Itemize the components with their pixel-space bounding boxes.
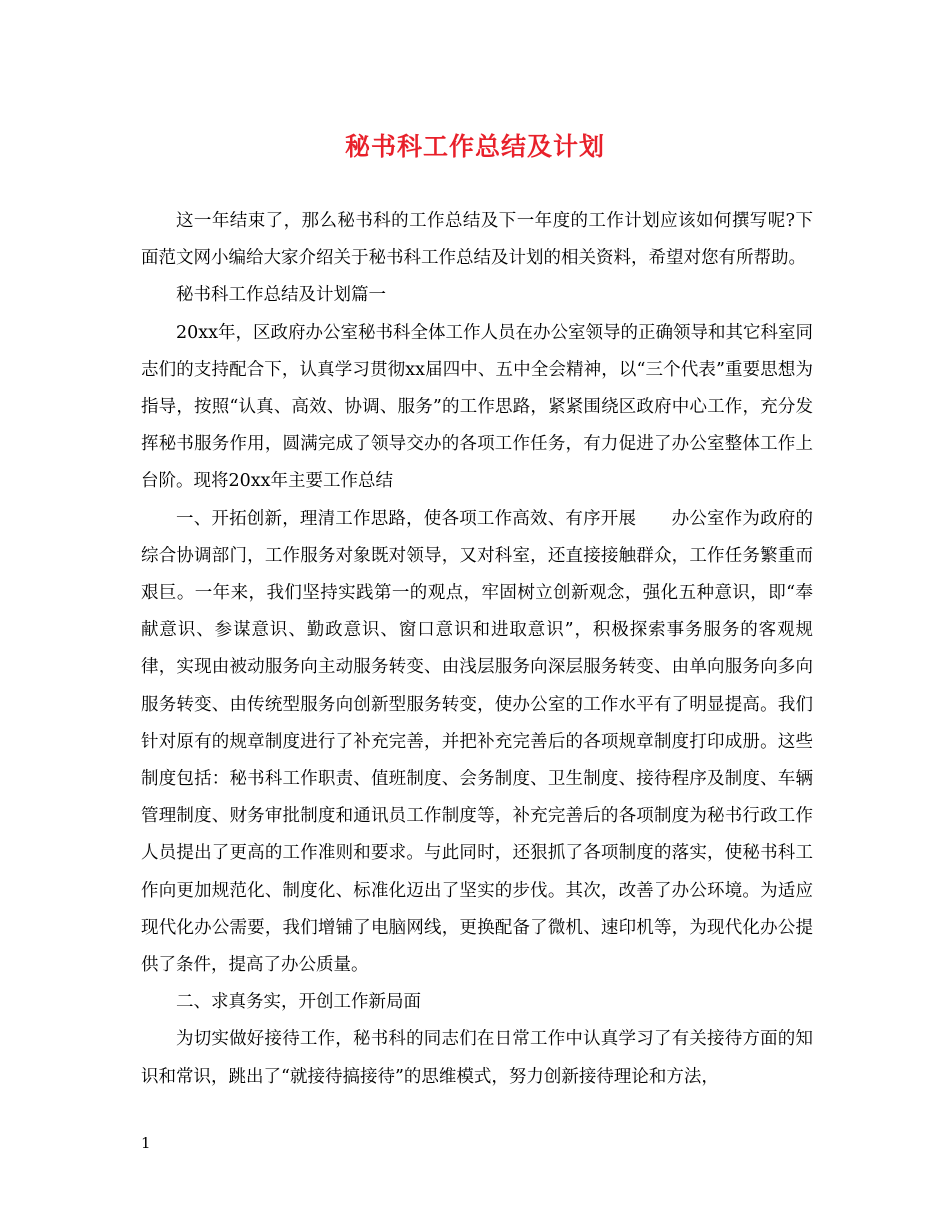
section-two-heading: 二、求真务实，开创工作新局面 xyxy=(176,992,421,1013)
document-body xyxy=(141,203,813,1096)
reception-paragraph: 为切实做好接待工作，秘书科的同志们在日常工作中认真学习了有关接待方面的知识和常识，跳出了“就接待搞接待”的思维模式，努力创新接待理论和方法， xyxy=(141,1029,813,1087)
section-heading-part-one: 秘书科工作总结及计划篇一 xyxy=(176,285,386,306)
page-number: 1 xyxy=(141,1134,151,1152)
document-title: 秘书科工作总结及计划 xyxy=(344,132,605,161)
intro-paragraph: 这一年结束了，那么秘书科的工作总结及下一年度的工作计划应该如何撰写呢?下面范文网小编给大家介绍关于秘书科工作总结及计划的相关资料，希望对您有所帮助。 xyxy=(141,211,813,269)
section-one-paragraph: 一、开拓创新，理清工作思路，使各项工作高效、有序开展 办公室作为政府的综合协调部门，工作服务对象既对领导，又对科室，还直接接触群众，工作任务繁重而艰巨。一年来，我们坚持实践第一的观点，牢固树立创新观念，强化五种意识，即“奉献意识、参谋意识、勤政意识、窗口意识和进取意识”，积极探索事务服务的客观规律，实现由被动服务向主动服务转变、由浅层服务向深层服务转变、由单向服务向多向服务转变、由传统型服务向创新型服务转变，使办公室的工作水平有了明显提高。我们针对原有的规章制度进行了补充完善，并把补充完善后的各项规章制度打印成册。这些制度包括：秘书科工作职责、值班制度、会务制度、卫生制度、接待程序及制度、车辆管理制度、财务审批制度和通讯员工作制度等，补充完善后的各项制度为秘书行政工作人员提出了更高的工作准则和要求。与此同时，还狠抓了各项制度的落实，使秘书科工作向更加规范化、制度化、标准化迈出了坚实的步伐。其次，改善了办公环境。为适应现代化办公需要，我们增铺了电脑网线，更换配备了微机、速印机等，为现代化办公提供了条件，提高了办公质量。 xyxy=(141,508,813,976)
summary-paragraph: 20xx年，区政府办公室秘书科全体工作人员在办公室领导的正确领导和其它科室同志们的支持配合下，认真学习贯彻xx届四中、五中全会精神，以“三个代表”重要思想为指导，按照“认真、高效、协调、服务”的工作思路，紧紧围绕区政府中心工作，充分发挥秘书服务作用，圆满完成了领导交办的各项工作任务，有力促进了办公室整体工作上台阶。现将20xx年主要工作总结 xyxy=(141,322,814,492)
